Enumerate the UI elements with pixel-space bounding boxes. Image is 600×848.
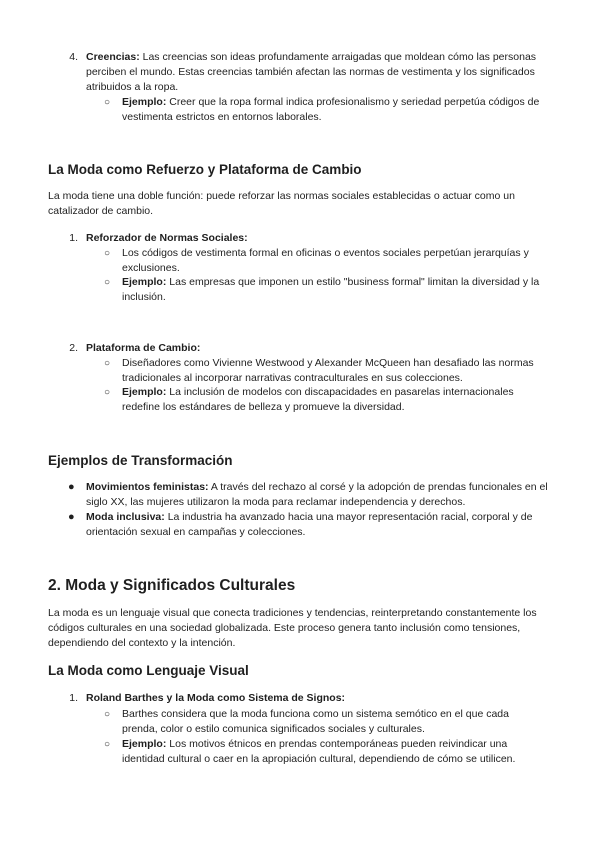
item-text: A través del rechazo al corsé y la adopción de prendas funcionales en el siglo XX, las mujeres utilizaron la moda para reclamar independencia y derechos. — [86, 481, 548, 508]
item-label: Roland Barthes y la Moda como Sistema de Signos: — [86, 692, 346, 704]
item-label: Reforzador de Normas Sociales: — [86, 232, 248, 244]
solid-bullet-icon: ● — [68, 511, 75, 523]
sub-item-example — [122, 95, 554, 125]
list-number: 1. — [69, 692, 78, 704]
sub-item: Los códigos de vestimenta formal en oficinas o eventos sociales perpetúan jerarquías y exclusiones. — [122, 247, 529, 274]
sub-item-example — [122, 385, 552, 415]
list-number: 1. — [69, 232, 78, 244]
hollow-bullet-icon: ○ — [104, 97, 111, 108]
section-heading: Ejemplos de Transformación — [48, 453, 233, 468]
sub-item: Diseñadores como Vivienne Westwood y Alexander McQueen han desafiado las normas tradicionales al incorporar narrativas contraculturales en sus colecciones. — [122, 357, 534, 384]
hollow-bullet-icon: ○ — [104, 277, 111, 288]
sub-item: Barthes considera que la moda funciona como un sistema semótico en el que cada prenda, color o estilo comunica significados sociales y culturales. — [122, 708, 509, 735]
sub-item-example — [122, 737, 547, 767]
item-label: Ejemplo: — [122, 738, 167, 750]
paragraph: La moda tiene una doble función: puede reforzar las normas sociales establecidas o actuar como un catalizador de cambio. — [48, 190, 515, 217]
section-heading: La Moda como Refuerzo y Plataforma de Cambio — [48, 162, 362, 177]
solid-bullet-icon: ● — [68, 481, 75, 493]
list-number: 2. — [69, 342, 78, 354]
item-label: Plataforma de Cambio: — [86, 342, 201, 354]
item-label: Ejemplo: — [122, 386, 167, 398]
list-item-reforzador — [86, 231, 556, 246]
item-label: Ejemplo: — [122, 96, 167, 108]
bullet-item-feministas — [86, 480, 554, 510]
hollow-bullet-icon: ○ — [104, 387, 111, 398]
item-text: La inclusión de modelos con discapacidades en pasarelas internacionales redefine los estándares de belleza y promueve la diversidad. — [122, 386, 514, 413]
item-text: Las empresas que imponen un estilo "business formal" limitan la diversidad y la inclusión. — [122, 276, 540, 303]
list-item-plataforma — [86, 341, 556, 356]
hollow-bullet-icon: ○ — [104, 739, 111, 750]
list-item-creencias — [86, 50, 556, 95]
sub-item-example — [122, 275, 552, 305]
hollow-bullet-icon: ○ — [104, 248, 111, 259]
hollow-bullet-icon: ○ — [104, 358, 111, 369]
hollow-bullet-icon: ○ — [104, 709, 111, 720]
item-label: Movimientos feministas: — [86, 481, 209, 493]
bullet-item-inclusiva — [86, 510, 554, 540]
list-item-barthes — [86, 691, 556, 706]
item-label: Creencias: — [86, 51, 140, 63]
paragraph: La moda es un lenguaje visual que conecta tradiciones y tendencias, reinterpretando constantemente los códigos culturales en una sociedad globalizada. Este proceso genera tanto inclusión como tensiones, dependiendo del contexto y la intención. — [48, 607, 537, 649]
item-label: Ejemplo: — [122, 276, 167, 288]
section-heading-main: 2. Moda y Significados Culturales — [48, 577, 296, 594]
item-text: La industria ha avanzado hacia una mayor representación racial, corporal y de orientación sexual en campañas y colecciones. — [86, 511, 533, 538]
item-text: Los motivos étnicos en prendas contemporáneas pueden reivindicar una identidad cultural o caer en la apropiación cultural, dependiendo de cómo se utilicen. — [122, 738, 516, 765]
item-text: Las creencias son ideas profundamente arraigadas que moldean cómo las personas perciben el mundo. Estas creencias también afectan las normas de vestimenta y los significados atribuidos a la ropa. — [86, 51, 537, 93]
subsection-heading: La Moda como Lenguaje Visual — [48, 663, 249, 678]
list-number: 4. — [69, 51, 78, 63]
item-text: Creer que la ropa formal indica profesionalismo y seriedad perpetúa códigos de vestimenta estrictos en entornos laborales. — [122, 96, 540, 123]
item-label: Moda inclusiva: — [86, 511, 165, 523]
